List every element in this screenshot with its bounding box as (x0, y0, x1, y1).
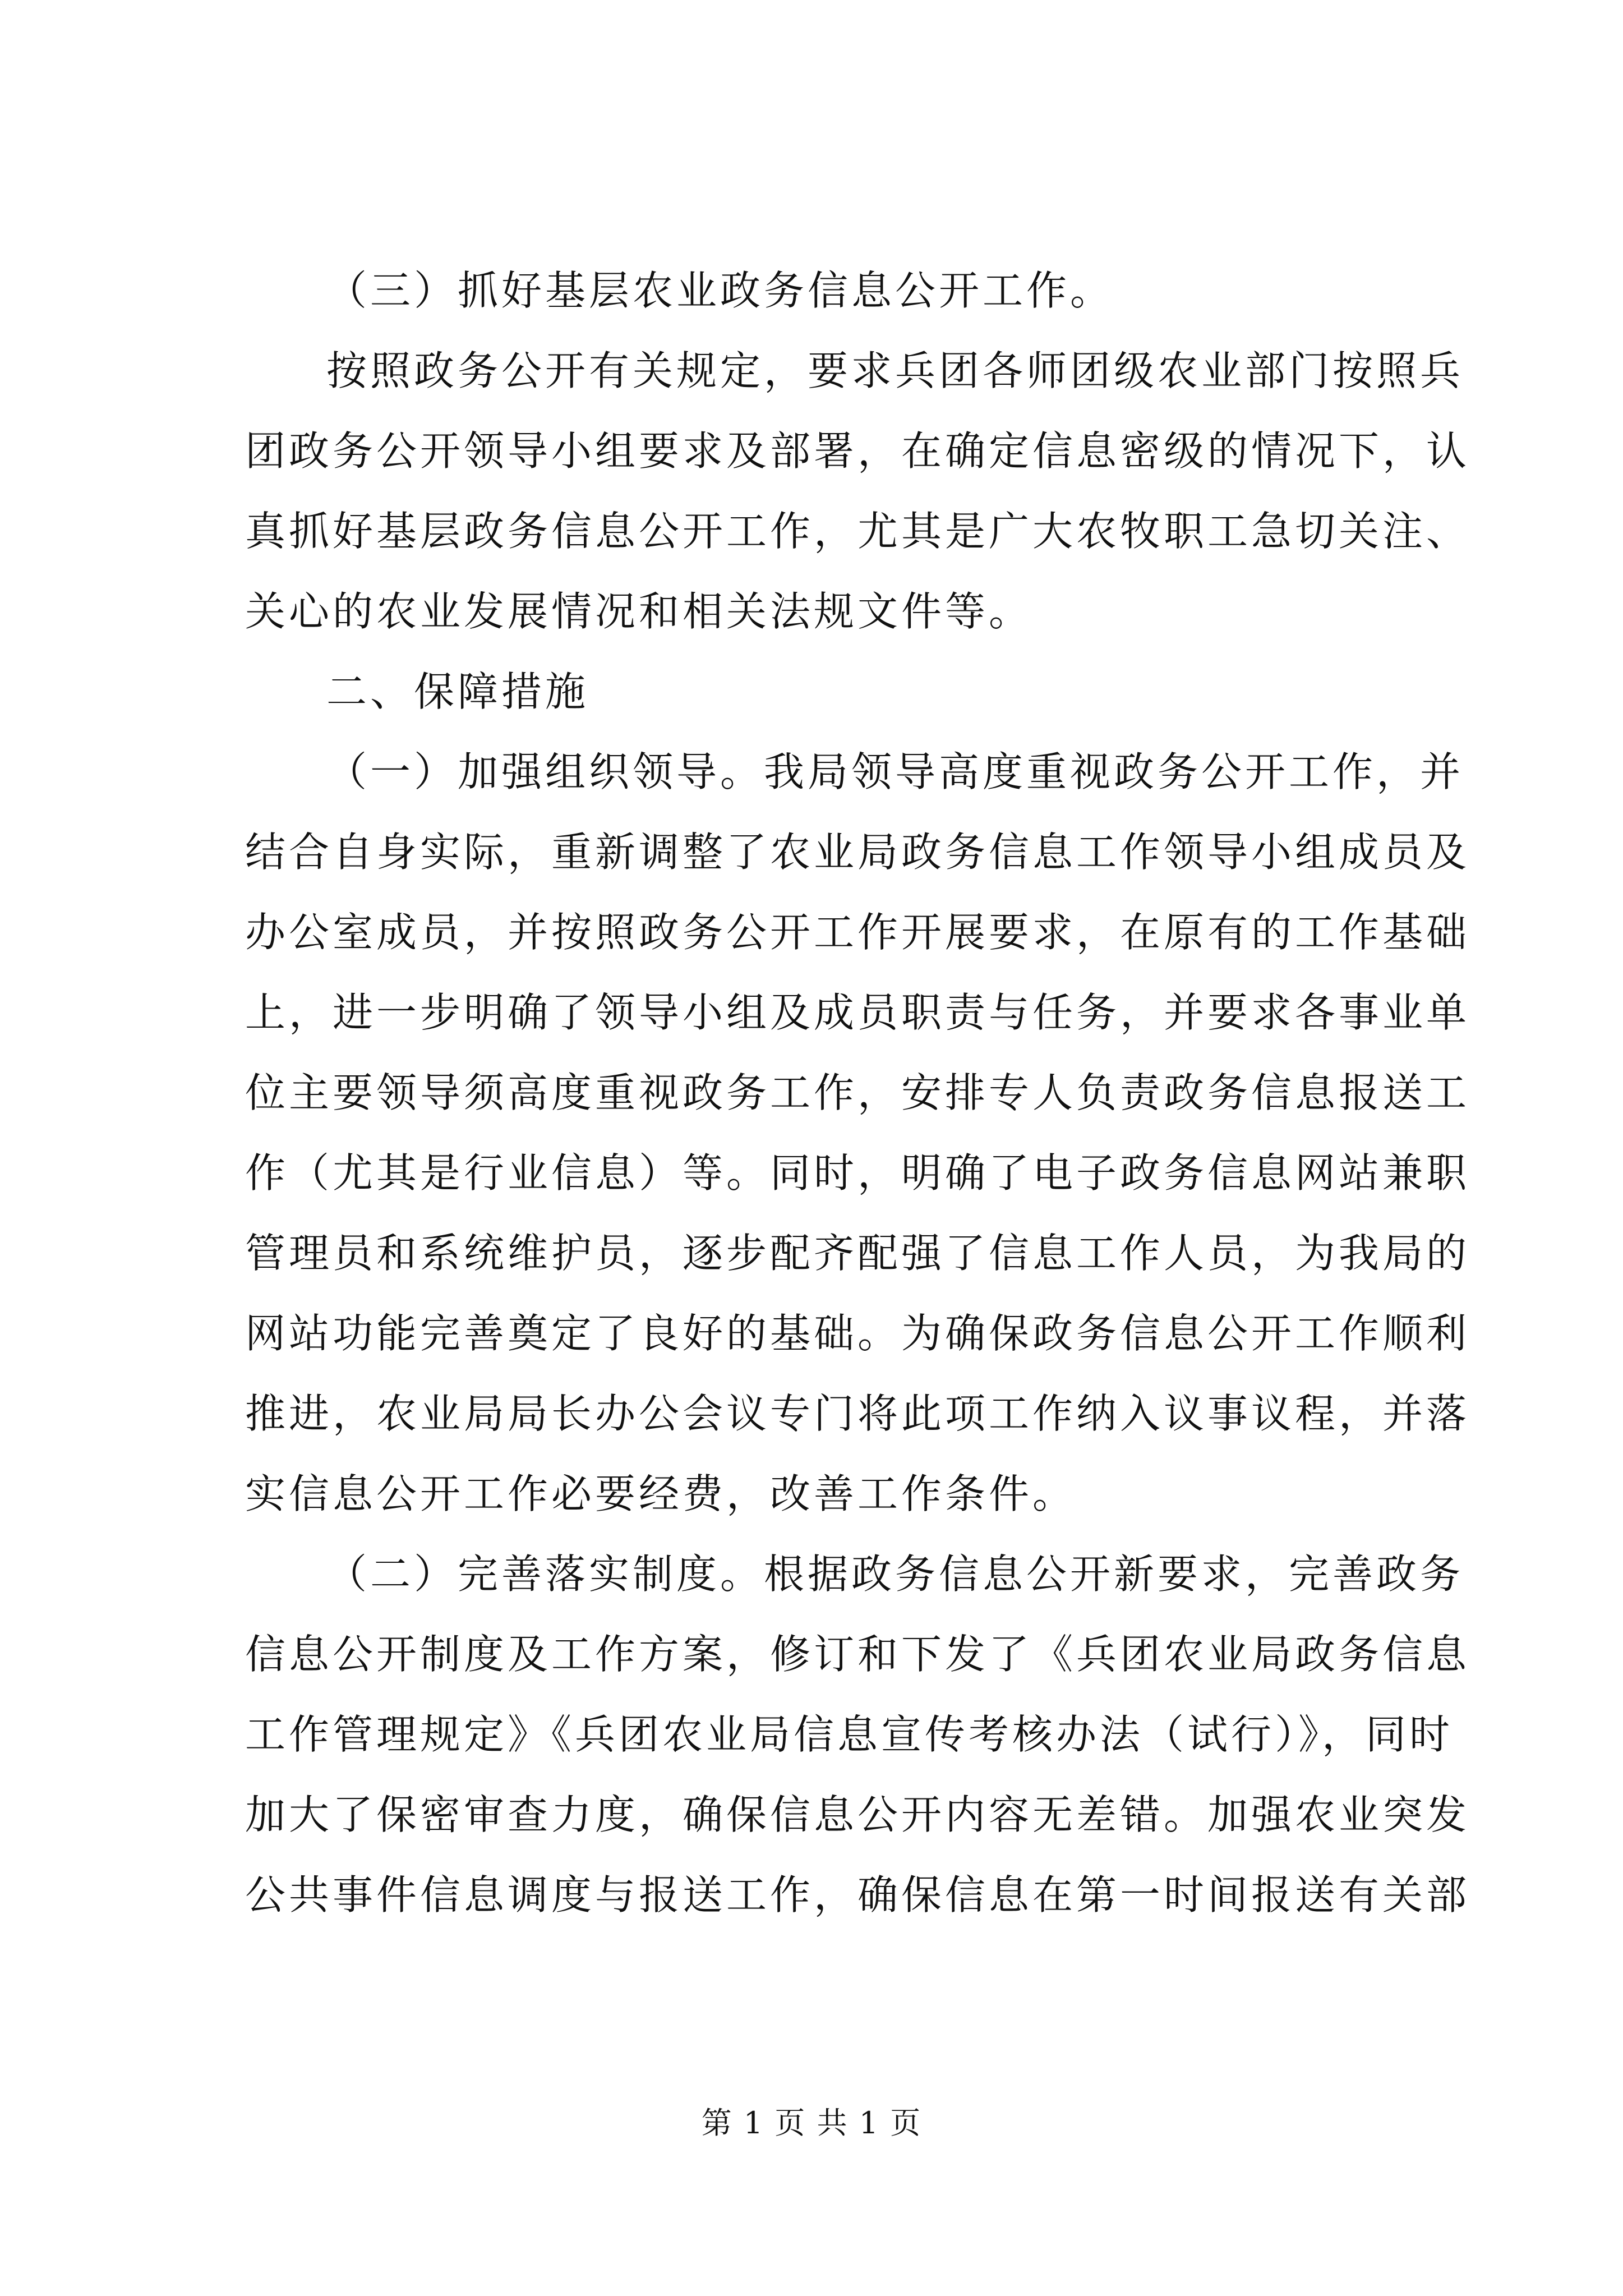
paragraph-line: （二）完善落实制度。根据政务信息公开新要求，完善政务 (326, 1550, 1464, 1598)
paragraph-line: 位主要领导须高度重视政务工作，安排专人负责政务信息报送工 (245, 1069, 1470, 1116)
paragraph-line: 上，进一步明确了领导小组及成员职责与任务，并要求各事业单 (245, 989, 1470, 1036)
paragraph-line: 信息公开制度及工作方案，修订和下发了《兵团农业局政务信息 (245, 1631, 1470, 1678)
page-footer: 第 1 页 共 1 页 (701, 2105, 922, 2141)
paragraph-line: 办公室成员，并按照政务公开工作开展要求，在原有的工作基础 (245, 909, 1470, 956)
paragraph-line: 结合自身实际，重新调整了农业局政务信息工作领导小组成员及 (245, 829, 1470, 876)
paragraph-line: 真抓好基层政务信息公开工作，尤其是广大农牧职工急切关注、 (245, 508, 1470, 555)
paragraph-line: 公共事件信息调度与报送工作，确保信息在第一时间报送有关部 (245, 1871, 1470, 1918)
paragraph-line: 推进，农业局局长办公会议专门将此项工作纳入议事议程，并落 (245, 1390, 1470, 1437)
paragraph-line: 按照政务公开有关规定，要求兵团各师团级农业部门按照兵 (326, 347, 1464, 394)
paragraph-line: 团政务公开领导小组要求及部署，在确定信息密级的情况下，认 (245, 427, 1470, 475)
paragraph-line: （一）加强组织领导。我局领导高度重视政务公开工作，并 (326, 748, 1464, 795)
paragraph-line: 网站功能完善奠定了良好的基础。为确保政务信息公开工作顺利 (245, 1310, 1470, 1357)
paragraph-line: 管理员和系统维护员，逐步配齐配强了信息工作人员，为我局的 (245, 1230, 1470, 1277)
paragraph-line: 工作管理规定》《兵团农业局信息宣传考核办法（试行）》，同时 (245, 1711, 1454, 1758)
paragraph-line: 实信息公开工作必要经费，改善工作条件。 (245, 1470, 1077, 1517)
section-heading: （三）抓好基层农业政务信息公开工作。 (326, 267, 1114, 314)
paragraph-line: 关心的农业发展情况和相关法规文件等。 (245, 588, 1033, 635)
section-heading: 二、保障措施 (326, 668, 589, 715)
paragraph-line: 加大了保密审查力度，确保信息公开内容无差错。加强农业突发 (245, 1791, 1470, 1838)
document-body (245, 251, 1470, 1935)
paragraph-line: 作（尤其是行业信息）等。同时，明确了电子政务信息网站兼职 (245, 1149, 1470, 1197)
